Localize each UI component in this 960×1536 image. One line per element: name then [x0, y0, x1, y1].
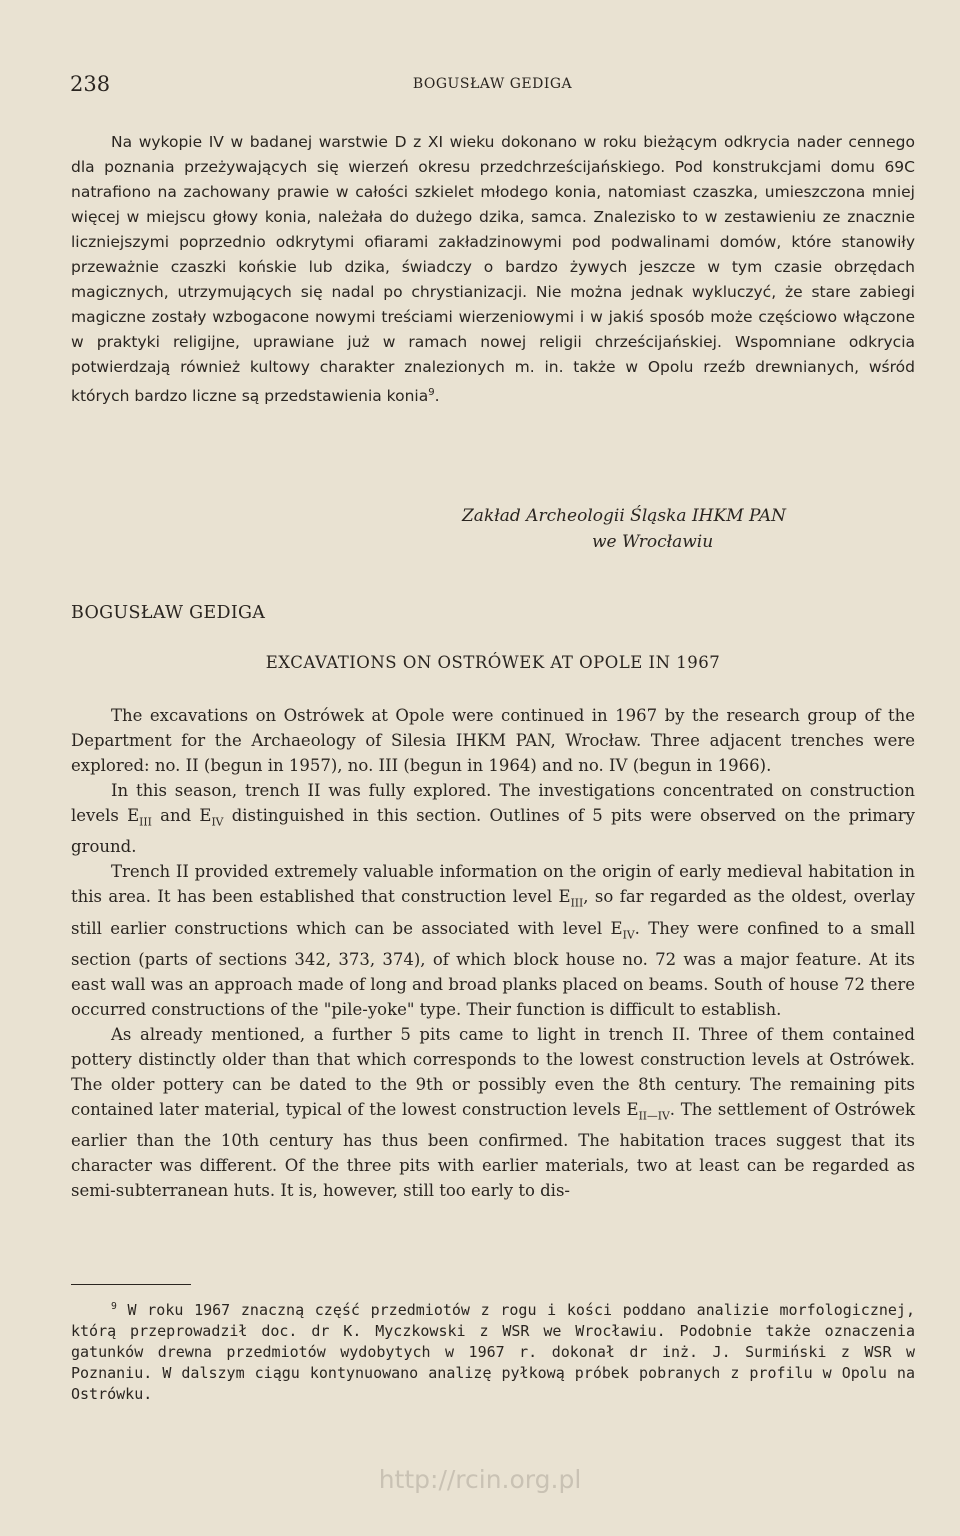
footnote-text: W roku 1967 znaczną część przedmiotów z rogu i kości poddano analizie morfologicznej, którą przeprowadził doc. dr K. Myczkowski z WSR we Wrocławiu. Podobnie także oznaczenia gatunków drewna przedmiotów wydobytych w 1967 r. dokonał dr inż. J. Surmiński z WSR w Poznaniu. W dalszym ciągu kontynuowano analizę pyłkową próbek pobranych z profilu w Opolu na Ostrówku.: [71, 1301, 915, 1403]
english-summary: [71, 703, 915, 1203]
summary-paragraph-4: As already mentioned, a further 5 pits came to light in trench II. Three of them contained pottery distinctly older than that which corresponds to the lowest construction levels at Ostrówek. The older pottery can be dated to the 9th or possibly even the 8th century. The remaining pits contained later material, typical of the lowest construction levels $E_{II—IV}$. The settlement of Ostrówek earlier than the 10th century has thus been confirmed. The habitation traces suggest that its character was different. Of the three pits with earlier materials, two at least can be regarded as semi-subterranean huts. It is, however, still too early to dis-: [71, 1024, 916, 1201]
watermark-url: http://rcin.org.pl: [378, 1465, 582, 1494]
summary-paragraph-3: Trench II provided extremely valuable information on the origin of early medieval habitation in this area. It has been established that construction level $E_{III}$, so far regarded as the oldest, overlay still earlier constructions which can be associated with level $E_{IV}$. They were confined to a small section (parts of sections 342, 373, 374), of which block house no. 72 was a major feature. At its east wall was an approach made of long and broad planks placed on beams. South of house 72 there occurred constructions of the "pile-yoke" type. Their function is difficult to establish.: [71, 862, 915, 1019]
footnote-reference[interactable]: 9: [428, 387, 435, 398]
polish-paragraph-end: .: [434, 387, 440, 406]
footnote: [71, 1296, 915, 1405]
footnote-number: 9: [111, 1301, 117, 1312]
polish-paragraph-text: Na wykopie IV w badanej warstwie D z XI wieku dokonano w roku bieżącym odkrycia nader cennego dla poznania przeżywających się wierzeń okresu przedchrześcijańskiego. Pod konstrukcjami domu 69C natrafiono na zachowany prawie w całości szkielet młodego konia, natomiast czaszka, umieszczona mniej więcej w miejscu głowy konia, należała do dużego dzika, samca. Znalezisko to w zestawieniu ze znacznie liczniejszymi poprzednio odkrytymi ofiarami zakładzinowymi pod podwalinami domów, które stanowiły przeważnie czaszki końskie lub dzika, świadczy o bardzo żywych jeszcze w tym czasie obrzędach magicznych, utrzymujących się nadal po chrystianizacji. Nie można jednak wykluczyć, że stare zabiegi magiczne zostały wzbogacone nowymi treściami wierzeniowymi i w jakiś sposób może częściowo włączone w praktyki religijne, uprawiane już w ramach nowej religii chrześcijańskiej. Wspomniane odkrycia potwierdzają również kultowy charakter znalezionych m. in. także w Opolu rzeźb drewnianych, wśród których bardzo liczne są przedstawienia konia: [71, 133, 915, 406]
summary-paragraph-1: The excavations on Ostrówek at Opole were continued in 1967 by the research group of the Department for the Archaeology of Silesia IHKM PAN, Wrocław. Three adjacent trenches were explored: no. II (begun in 1957), no. III (begun in 1964) and no. IV (begun in 1966).: [71, 706, 915, 775]
affiliation-city: we Wrocławiu: [592, 532, 714, 552]
page-number: 238: [70, 72, 111, 96]
running-head: BOGUSŁAW GEDIGA: [412, 76, 573, 92]
page-header: [70, 72, 915, 102]
footnote-divider: [71, 1284, 191, 1285]
summary-title: EXCAVATIONS ON OSTRÓWEK AT OPOLE IN 1967: [265, 653, 721, 672]
polish-paragraph: [71, 130, 915, 409]
affiliation-institution: Zakład Archeologii Śląska IHKM PAN: [462, 506, 787, 526]
summary-author: BOGUSŁAW GEDIGA: [71, 603, 266, 623]
summary-paragraph-2: In this season, trench II was fully explored. The investigations concentrated on construction levels $E_{III}$ and $E_{IV}$ distinguished in this section. Outlines of 5 pits were observed on the primary ground.: [71, 781, 915, 857]
polish-section: [71, 130, 915, 409]
